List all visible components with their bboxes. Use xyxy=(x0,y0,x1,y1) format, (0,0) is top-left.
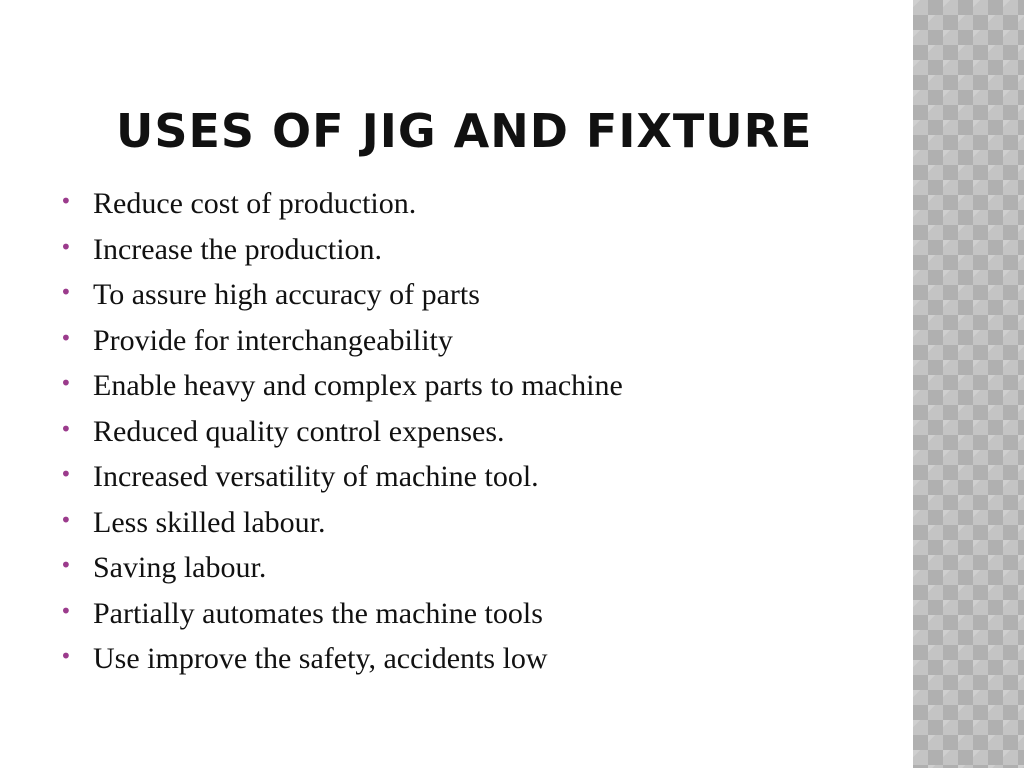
list-item xyxy=(60,230,623,276)
list-item-text: Reduced quality control expenses. xyxy=(93,414,505,448)
list-item-text: Less skilled labour. xyxy=(93,505,326,539)
list-item-text: Use improve the safety, accidents low xyxy=(93,642,548,675)
list-item-text: Provide for interchangeability xyxy=(93,323,453,357)
decorative-side-panel xyxy=(913,0,1024,768)
list-item xyxy=(60,639,623,685)
list-item xyxy=(60,321,623,367)
list-item-text: Saving labour. xyxy=(93,551,267,584)
list-item xyxy=(60,548,623,594)
list-item xyxy=(60,275,623,321)
list-item-text: Increase the production. xyxy=(93,232,383,266)
bullet-icon: • xyxy=(60,189,72,213)
bullet-icon: • xyxy=(60,234,72,259)
bullet-icon: • xyxy=(60,325,72,350)
list-item-text: Reduce cost of production. xyxy=(93,187,417,220)
list-item-text: Increased versatility of machine tool. xyxy=(93,460,539,493)
list-item xyxy=(60,503,623,549)
slide-title: USES OF JIG AND FIXTURE xyxy=(116,104,813,158)
bullet-icon: • xyxy=(60,598,72,623)
list-item xyxy=(60,594,623,640)
bullet-list xyxy=(60,184,623,685)
bullet-icon: • xyxy=(60,371,72,395)
list-item xyxy=(60,184,623,230)
list-item xyxy=(60,366,623,412)
bullet-icon: • xyxy=(60,280,72,304)
bullet-icon: • xyxy=(60,644,72,668)
bullet-icon: • xyxy=(60,462,72,486)
bullet-icon: • xyxy=(60,416,72,441)
list-item-text: Enable heavy and complex parts to machine xyxy=(93,369,623,402)
bullet-icon: • xyxy=(60,553,72,577)
list-item xyxy=(60,412,623,458)
list-item-text: To assure high accuracy of parts xyxy=(93,278,480,311)
list-item xyxy=(60,457,623,503)
list-item-text: Partially automates the machine tools xyxy=(93,596,543,630)
bullet-icon: • xyxy=(60,507,72,532)
